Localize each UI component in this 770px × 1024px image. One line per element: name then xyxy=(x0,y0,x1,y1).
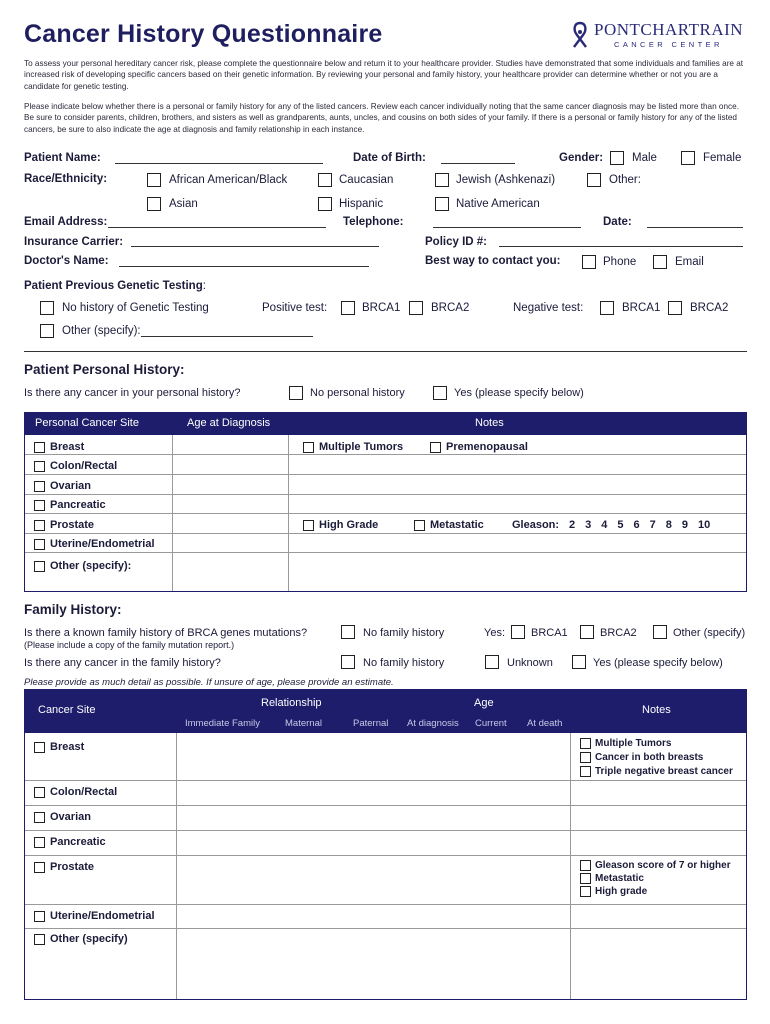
brca-note: (Please include a copy of the family mutation report.) xyxy=(24,640,235,650)
date-label: Date: xyxy=(603,216,632,228)
section-divider xyxy=(24,351,747,352)
note-multiple-tumors[interactable]: Multiple Tumors xyxy=(580,738,671,749)
gleason-score[interactable]: 10 xyxy=(698,519,711,531)
checkbox[interactable] xyxy=(580,766,591,777)
positive-test-label: Positive test: xyxy=(262,302,328,314)
family-history-heading: Family History: xyxy=(24,602,122,617)
contact-label: Best way to contact you: xyxy=(425,255,561,267)
site-other[interactable]: Other (specify): xyxy=(34,560,131,572)
checkbox[interactable] xyxy=(34,911,45,922)
contact-email-checkbox[interactable] xyxy=(653,255,667,269)
contact-phone-label: Phone xyxy=(603,256,637,268)
genetic-other-checkbox[interactable] xyxy=(40,324,54,338)
note-gleason-7[interactable]: Gleason score of 7 or higher xyxy=(580,860,731,871)
row-divider xyxy=(25,474,746,475)
family-brca2-label: BRCA2 xyxy=(600,627,637,639)
sub-current: Current xyxy=(475,718,507,729)
family-brca1-label: BRCA1 xyxy=(531,627,568,639)
race-caucasian-checkbox[interactable] xyxy=(318,173,332,187)
checkbox[interactable] xyxy=(34,934,45,945)
row-divider xyxy=(25,494,746,495)
site-colon-rectal[interactable]: Colon/Rectal xyxy=(34,460,117,472)
logo-name: PONTCHARTRAIN xyxy=(594,20,744,39)
col-age-at-diagnosis: Age at Diagnosis xyxy=(187,417,271,429)
race-other-checkbox[interactable] xyxy=(587,173,601,187)
col-relationship: Relationship xyxy=(261,697,322,709)
site-breast[interactable]: Breast xyxy=(34,441,84,453)
checkbox[interactable] xyxy=(34,812,45,823)
genetic-testing-heading: Patient Previous Genetic Testing: xyxy=(24,280,206,292)
checkbox[interactable] xyxy=(34,481,45,492)
column-divider xyxy=(570,733,571,999)
checkbox[interactable] xyxy=(303,442,314,453)
negative-brca2-checkbox[interactable] xyxy=(668,301,682,315)
column-divider xyxy=(176,733,177,999)
row-divider xyxy=(25,513,746,514)
race-option: Hispanic xyxy=(339,198,384,210)
family-site-colon-rectal[interactable]: Colon/Rectal xyxy=(34,786,117,798)
family-unknown-label: Unknown xyxy=(507,657,553,669)
note-premenopausal[interactable]: Premenopausal xyxy=(430,441,528,453)
row-divider xyxy=(25,533,746,534)
personal-history-question: Is there any cancer in your personal history? xyxy=(24,387,241,399)
checkbox[interactable] xyxy=(580,738,591,749)
genetic-other-label: Other (specify): xyxy=(62,325,141,337)
gleason-score[interactable]: 3 xyxy=(585,519,592,531)
personal-history-heading: Patient Personal History: xyxy=(24,362,185,377)
note-both-breasts[interactable]: Cancer in both breasts xyxy=(580,752,703,763)
negative-brca2-label: BRCA2 xyxy=(690,302,729,314)
positive-brca2-label: BRCA2 xyxy=(431,302,470,314)
family-site-breast[interactable]: Breast xyxy=(34,741,84,753)
row-divider xyxy=(25,928,746,929)
family-site-other[interactable]: Other (specify) xyxy=(34,933,128,945)
checkbox[interactable] xyxy=(580,886,591,897)
site-pancreatic[interactable]: Pancreatic xyxy=(34,499,106,511)
intro-paragraph-1: To assess your personal hereditary cancer risk, please complete the questionnaire below and return it to your healthcare provider. Studies have demonstrated that some individuals and families are at increased risk of developing specific cancers based on their genetic information. By reviewing your personal and family history, your healthcare provider can determine whether or not you are a candidate for genetic testing. xyxy=(24,59,744,91)
gleason-score[interactable]: 9 xyxy=(681,519,688,531)
gender-female-checkbox[interactable] xyxy=(681,151,695,165)
family-detail-note: Please provide as much detail as possible. If unsure of age, please provide an estimate. xyxy=(24,677,394,688)
checkbox[interactable] xyxy=(303,520,314,531)
col-notes: Notes xyxy=(475,417,504,429)
patient-name-label: Patient Name: xyxy=(24,152,101,164)
gleason-score[interactable]: 4 xyxy=(601,519,608,531)
doctor-label: Doctor's Name: xyxy=(24,255,109,267)
gleason-score[interactable]: 8 xyxy=(665,519,672,531)
insurance-label: Insurance Carrier: xyxy=(24,236,124,248)
positive-brca2-checkbox[interactable] xyxy=(409,301,423,315)
race-african-american-checkbox[interactable] xyxy=(147,173,161,187)
family-site-uterine[interactable]: Uterine/Endometrial xyxy=(34,910,155,922)
checkbox[interactable] xyxy=(34,837,45,848)
yes-personal-history-checkbox[interactable] xyxy=(433,386,447,400)
checkbox[interactable] xyxy=(34,862,45,873)
race-hispanic-checkbox[interactable] xyxy=(318,197,332,211)
genetic-other-field[interactable] xyxy=(141,336,313,337)
note-high-grade[interactable]: High grade xyxy=(580,886,647,897)
page-title: Cancer History Questionnaire xyxy=(24,20,383,48)
family-unknown-checkbox[interactable] xyxy=(485,655,499,669)
family-history-table xyxy=(24,689,747,1000)
gender-male-checkbox[interactable] xyxy=(610,151,624,165)
race-option: Caucasian xyxy=(339,174,394,186)
gleason-score[interactable]: 2 xyxy=(569,519,576,531)
race-option: Asian xyxy=(169,198,198,210)
sub-immediate-family: Immediate Family xyxy=(185,718,260,729)
note-high-grade[interactable]: High Grade xyxy=(303,519,378,531)
family-other-label: Other (specify) xyxy=(673,627,746,639)
note-multiple-tumors[interactable]: Multiple Tumors xyxy=(303,441,403,453)
race-native-american-checkbox[interactable] xyxy=(435,197,449,211)
row-divider xyxy=(25,552,746,553)
positive-brca1-checkbox[interactable] xyxy=(341,301,355,315)
row-divider xyxy=(25,830,746,831)
no-personal-history-label: No personal history xyxy=(310,387,405,399)
no-family-brca-checkbox[interactable] xyxy=(341,625,355,639)
family-other-checkbox[interactable] xyxy=(653,625,667,639)
race-asian-checkbox[interactable] xyxy=(147,197,161,211)
ribbon-logo-icon xyxy=(567,20,593,50)
no-family-history-checkbox[interactable] xyxy=(341,655,355,669)
yes-personal-history-label: Yes (please specify below) xyxy=(454,387,584,399)
checkbox[interactable] xyxy=(34,461,45,472)
row-divider xyxy=(25,805,746,806)
policy-label: Policy ID #: xyxy=(425,236,487,248)
brca-question: Is there a known family history of BRCA genes mutations? xyxy=(24,627,308,639)
checkbox[interactable] xyxy=(34,539,45,550)
checkbox[interactable] xyxy=(34,442,45,453)
race-label: Race/Ethnicity: xyxy=(24,173,108,185)
negative-brca1-checkbox[interactable] xyxy=(600,301,614,315)
no-family-history-label: No family history xyxy=(363,657,445,669)
row-divider xyxy=(25,904,746,905)
doctor-field[interactable] xyxy=(119,266,369,267)
email-field[interactable] xyxy=(108,227,326,228)
checkbox[interactable] xyxy=(34,520,45,531)
note-metastatic[interactable]: Metastatic xyxy=(414,519,484,531)
checkbox[interactable] xyxy=(34,787,45,798)
logo-subtitle: CANCER CENTER xyxy=(614,40,723,49)
gender-female-label: Female xyxy=(703,152,742,164)
race-option: Native American xyxy=(456,198,540,210)
family-brca1-checkbox[interactable] xyxy=(511,625,525,639)
family-cancer-question: Is there any cancer in the family history? xyxy=(24,657,221,669)
family-brca2-checkbox[interactable] xyxy=(580,625,594,639)
no-family-brca-label: No family history xyxy=(363,627,445,639)
contact-phone-checkbox[interactable] xyxy=(582,255,596,269)
race-option: Other: xyxy=(609,174,641,186)
gender-male-label: Male xyxy=(632,152,657,164)
race-option: African American/Black xyxy=(169,174,288,186)
date-field[interactable] xyxy=(647,227,743,228)
email-label: Email Address: xyxy=(24,216,108,228)
site-prostate[interactable]: Prostate xyxy=(34,519,94,531)
policy-field[interactable] xyxy=(499,246,743,247)
family-site-ovarian[interactable]: Ovarian xyxy=(34,811,91,823)
sub-paternal: Paternal xyxy=(353,718,389,729)
gleason-score[interactable]: 7 xyxy=(649,519,656,531)
checkbox[interactable] xyxy=(34,742,45,753)
gleason-score[interactable]: 6 xyxy=(633,519,640,531)
family-site-pancreatic[interactable]: Pancreatic xyxy=(34,836,106,848)
checkbox[interactable] xyxy=(34,561,45,572)
sub-maternal: Maternal xyxy=(285,718,322,729)
positive-brca1-label: BRCA1 xyxy=(362,302,401,314)
site-ovarian[interactable]: Ovarian xyxy=(34,480,91,492)
row-divider xyxy=(25,780,746,781)
col-personal-site: Personal Cancer Site xyxy=(35,417,139,429)
patient-name-field[interactable] xyxy=(115,163,323,164)
note-metastatic[interactable]: Metastatic xyxy=(580,873,644,884)
yes-label: Yes: xyxy=(484,627,506,639)
checkbox[interactable] xyxy=(430,442,441,453)
col-age: Age xyxy=(474,697,494,709)
race-option: Jewish (Ashkenazi) xyxy=(456,174,556,186)
gender-label: Gender: xyxy=(559,152,604,164)
checkbox[interactable] xyxy=(414,520,425,531)
col-notes: Notes xyxy=(642,704,671,716)
family-table-header xyxy=(25,690,746,733)
row-divider xyxy=(25,855,746,856)
insurance-field[interactable] xyxy=(131,246,379,247)
dob-label: Date of Birth: xyxy=(353,152,426,164)
no-personal-history-checkbox[interactable] xyxy=(289,386,303,400)
site-uterine[interactable]: Uterine/Endometrial xyxy=(34,538,155,550)
checkbox[interactable] xyxy=(34,500,45,511)
sub-at-diagnosis: At diagnosis xyxy=(407,718,459,729)
checkbox[interactable] xyxy=(580,873,591,884)
note-triple-negative[interactable]: Triple negative breast cancer xyxy=(580,766,733,777)
col-cancer-site: Cancer Site xyxy=(38,704,96,716)
checkbox[interactable] xyxy=(580,752,591,763)
negative-brca1-label: BRCA1 xyxy=(622,302,661,314)
race-jewish-checkbox[interactable] xyxy=(435,173,449,187)
no-genetic-testing-checkbox[interactable] xyxy=(40,301,54,315)
row-divider xyxy=(25,454,746,455)
intro-paragraph-2: Please indicate below whether there is a personal or family history for any of the listed cancers. Review each cancer individually noting that the same cancer diagnosis may be listed more than once. Be sure to consider parents, children, brothers, and sisters as well as grandparents, aunts, uncles, and cousins on both sides of your family. If there is a personal or family history for any of the listed cancers, be sure to also indicate the age at diagnosis and family relationship in each instance. xyxy=(24,102,739,134)
no-genetic-testing-label: No history of Genetic Testing xyxy=(62,302,209,314)
checkbox[interactable] xyxy=(580,860,591,871)
telephone-field[interactable] xyxy=(433,227,581,228)
negative-test-label: Negative test: xyxy=(513,302,584,314)
contact-email-label: Email xyxy=(675,256,704,268)
family-site-prostate[interactable]: Prostate xyxy=(34,861,94,873)
family-yes-checkbox[interactable] xyxy=(572,655,586,669)
telephone-label: Telephone: xyxy=(343,216,404,228)
gleason-label: Gleason: xyxy=(512,519,560,531)
family-yes-label: Yes (please specify below) xyxy=(593,657,723,669)
gleason-score[interactable]: 5 xyxy=(617,519,624,531)
personal-history-table xyxy=(24,412,747,592)
personal-table-header xyxy=(25,413,746,435)
dob-field[interactable] xyxy=(441,163,515,164)
sub-at-death: At death xyxy=(527,718,563,729)
gleason-scores xyxy=(569,519,710,531)
